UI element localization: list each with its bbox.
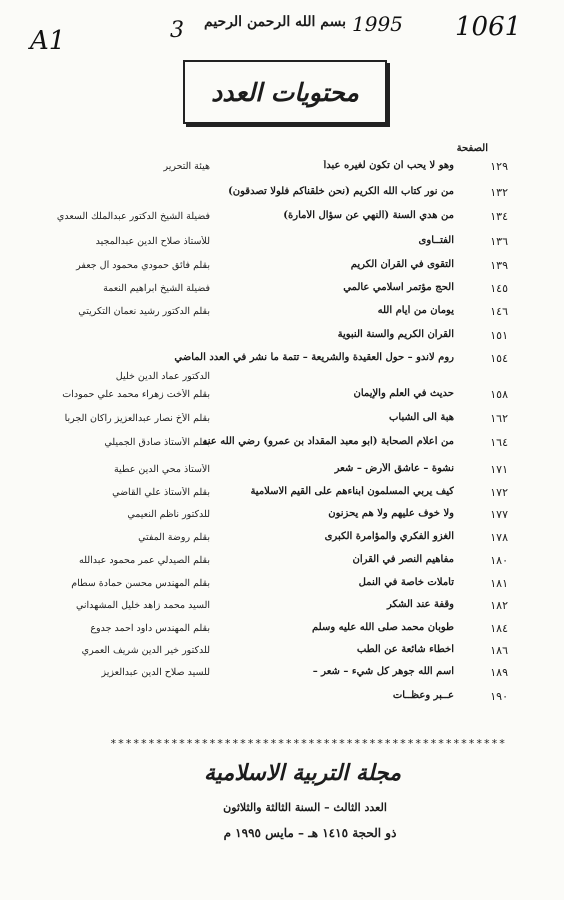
toc-page-number: ١٨٦ xyxy=(490,644,508,657)
toc-article-title: وهو لا يحب أن تكون لغيره عبداً xyxy=(323,160,454,171)
toc-page-number: ١٧٨ xyxy=(490,531,508,544)
toc-author: بقلم الأخ نصار عبدالعزيز راكان الجربا xyxy=(64,413,210,424)
toc-article-title: من هدي السنة (النهي عن سؤال الأمارة) xyxy=(283,210,454,221)
toc-author: للدكتور خير الدين شريف العمري xyxy=(81,645,210,656)
toc-page-number: ١٥٨ xyxy=(490,388,508,401)
toc-page-number: ١٣٦ xyxy=(490,235,508,248)
toc-page-number: ١٧٢ xyxy=(490,486,508,499)
toc-article-title: نشوة – عاشق الأرض – شعر xyxy=(334,463,454,474)
toc-article-title: يومان من أيام الله xyxy=(377,305,454,316)
toc-row xyxy=(0,597,564,615)
toc-page-number: ١٣٢ xyxy=(490,186,508,199)
toc-author: بقلم فائق حمودي محمود آل جعفر xyxy=(76,260,210,271)
toc-author: الأستاذ محي الدين عطية xyxy=(113,464,210,475)
page-column-label: الصفحة xyxy=(456,143,488,154)
toc-row xyxy=(0,506,564,524)
toc-article-title: اسم الله جوهر كل شيء – شعر – xyxy=(312,666,454,677)
toc-row xyxy=(0,233,564,251)
toc-row xyxy=(0,280,564,298)
toc-author: بقلم المهندس داود احمد جدوع xyxy=(90,623,210,634)
toc-article-title: من نور كتاب الله الكريم (نحن خلقناكم فلولا تصدقون) xyxy=(228,186,454,197)
toc-row xyxy=(0,434,564,452)
handwritten-year: 1995 xyxy=(352,12,403,36)
toc-author: السيد محمد زاهد خليل المشهداني xyxy=(75,600,210,611)
toc-author: للأستاذ صلاح الدين عبدالمجيد xyxy=(95,236,210,247)
toc-author: بقلم المهندس محسن حمادة سطام xyxy=(71,578,210,589)
toc-row xyxy=(0,575,564,593)
toc-author: الدكتور عماد الدين خليل xyxy=(115,371,210,382)
toc-article-title: عــبر وعظــات xyxy=(392,690,454,701)
toc-page-number: ١٩٠ xyxy=(490,690,508,703)
toc-row xyxy=(0,257,564,275)
toc-row xyxy=(0,158,564,176)
toc-page-number: ١٨٠ xyxy=(490,554,508,567)
toc-row xyxy=(0,484,564,502)
toc-row xyxy=(0,184,564,202)
toc-article-title: اخطاء شائعة عن الطب xyxy=(356,644,454,655)
toc-author: بقلم روضة المفتي xyxy=(138,532,210,543)
toc-article-title: تأملات خاصة في النمل xyxy=(358,577,454,588)
toc-page-number: ١٣٤ xyxy=(490,210,508,223)
toc-article-title: القرآن الكريم والسنة النبوية xyxy=(337,329,454,340)
toc-author: بقلم الدكتور رشيد نعمان التكريتي xyxy=(78,306,210,317)
toc-row xyxy=(0,386,564,404)
toc-page-number: ١٨١ xyxy=(490,577,508,590)
toc-author: بقلم الصيدلي عمر محمود عبدالله xyxy=(79,555,210,566)
toc-row xyxy=(0,410,564,428)
toc-author: هيئة التحرير xyxy=(163,161,210,172)
toc-author: فضيلة الشيخ الدكتور عبدالملك السعدي xyxy=(56,211,210,222)
toc-page-number: ١٦٢ xyxy=(490,412,508,425)
toc-page-number: ١٤٥ xyxy=(490,282,508,295)
toc-article-title: من أعلام الصحابة (ابو معبد المقداد بن عمرو) رضي الله عنه xyxy=(202,436,454,447)
toc-row xyxy=(0,620,564,638)
toc-row xyxy=(0,664,564,682)
toc-article-title: كيف يربي المسلمون أبناءهم على القيم الاسلامية xyxy=(250,486,454,497)
toc-row xyxy=(0,461,564,479)
toc-article-title: روم لاندو – حول العقيدة والشريعة – تتمة ما نشر في العدد الماضي xyxy=(174,352,454,363)
toc-page-number: ١٥٤ xyxy=(490,352,508,365)
toc-author: فضيلة الشيخ ابراهيم النعمة xyxy=(103,283,210,294)
toc-row xyxy=(0,327,564,345)
toc-page-number: ١٥١ xyxy=(490,329,508,342)
toc-article-title: هبة الى الشباب xyxy=(389,412,454,423)
toc-page-number: ١٨٤ xyxy=(490,622,508,635)
issue-info: العدد الثالث – السنة الثالثة والثلاثون xyxy=(223,801,387,814)
toc-author: للسيد صلاح الدين عبدالعزيز xyxy=(101,667,210,678)
toc-author: بقلم الأستاذ علي القاضي xyxy=(112,487,210,498)
toc-article-title: الحج مؤتمر اسلامي عالمي xyxy=(343,282,454,293)
toc-page-number: ١٣٩ xyxy=(490,259,508,272)
toc-row xyxy=(0,208,564,226)
toc-article-title: الفتــاوى xyxy=(418,235,454,246)
toc-page-number: ١٧٧ xyxy=(490,508,508,521)
toc-author: للدكتور ناظم النعيمي xyxy=(127,509,210,520)
toc-article-title: ولا خوف عليهم ولا هم يحزنون xyxy=(328,508,454,519)
divider-stars: **************************************************** xyxy=(110,737,507,750)
basmala: بسم الله الرحمن الرحيم xyxy=(204,14,346,30)
toc-author: بقلم الأستاذ صادق الجميلي xyxy=(104,437,210,448)
toc-article-title: مفاهيم النصر في القرآن xyxy=(352,554,454,565)
toc-article-title: الغزو الفكري والمؤامرة الكبرى xyxy=(324,531,454,542)
toc-page-number: ١٦٤ xyxy=(490,436,508,449)
toc-row xyxy=(0,529,564,547)
toc-article-title: التقوى في القرآن الكريم xyxy=(350,259,454,270)
toc-row xyxy=(0,642,564,660)
handwritten-a1: A1 xyxy=(30,26,66,56)
toc-page-number: ١٧١ xyxy=(490,463,508,476)
magazine-name: مجلة التربية الاسلامية xyxy=(204,760,401,786)
toc-page-number: ١٤٦ xyxy=(490,305,508,318)
toc-page-number: ١٨٩ xyxy=(490,666,508,679)
toc-row xyxy=(0,303,564,321)
toc-row xyxy=(0,350,564,382)
toc-page-number: ١٨٢ xyxy=(490,599,508,612)
handwritten-three: 3 xyxy=(170,18,184,43)
page-title: محتويات العدد xyxy=(183,60,387,124)
handwritten-number: 1061 xyxy=(455,12,522,42)
toc-article-title: حديث في العلم والإيمان xyxy=(353,388,454,399)
toc-page-number: ١٢٩ xyxy=(490,160,508,173)
toc-article-title: طوبان محمد صلى الله عليه وسلم xyxy=(311,622,454,633)
toc-row xyxy=(0,688,564,706)
issue-date: ذو الحجة ١٤١٥ هـ – مايس ١٩٩٥ م xyxy=(223,826,397,840)
toc-article-title: وقفة عند الشكر xyxy=(386,599,454,610)
toc-row xyxy=(0,552,564,570)
toc-author: بقلم الأخت زهراء محمد علي حمودات xyxy=(62,389,210,400)
